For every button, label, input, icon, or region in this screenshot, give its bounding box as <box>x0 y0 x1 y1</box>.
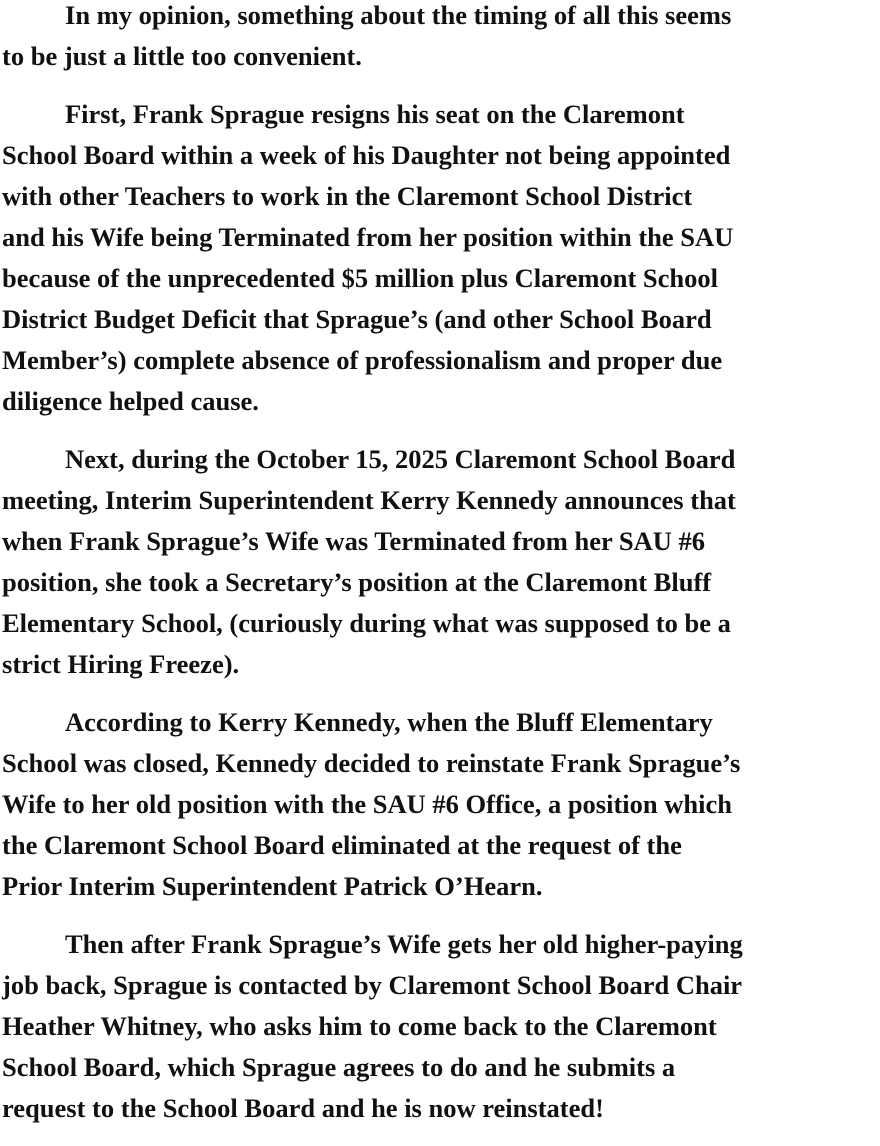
text-line: with other Teachers to work in the Claremont School District <box>2 181 693 211</box>
document-body <box>2 0 880 1146</box>
text-line: Then after Frank Sprague’s Wife gets her old higher-paying <box>65 929 743 959</box>
text-line: to be just a little too convenient. <box>2 41 362 71</box>
text-line: strict Hiring Freeze). <box>2 649 240 679</box>
text-line: Elementary School, (curiously during what was supposed to be a <box>2 608 731 638</box>
paragraph <box>2 0 880 77</box>
text-line: because of the unprecedented $5 million plus Claremont School <box>2 263 719 293</box>
text-line: Heather Whitney, who asks him to come back to the Claremont <box>2 1011 717 1041</box>
text-line: Member’s) complete absence of professionalism and proper due <box>2 345 723 375</box>
text-line: School was closed, Kennedy decided to reinstate Frank Sprague’s <box>2 748 741 778</box>
text-line: Wife to her old position with the SAU #6 Office, a position which <box>2 789 733 819</box>
text-line: Next, during the October 15, 2025 Claremont School Board <box>65 444 736 474</box>
paragraph <box>2 439 880 685</box>
text-line: In my opinion, something about the timing of all this seems <box>65 0 732 30</box>
paragraph <box>2 924 880 1129</box>
paragraph <box>2 94 880 422</box>
text-line: District Budget Deficit that Sprague’s (and other School Board <box>2 304 712 334</box>
text-line: School Board within a week of his Daughter not being appointed <box>2 140 731 170</box>
text-line: the Claremont School Board eliminated at the request of the <box>2 830 682 860</box>
text-line: when Frank Sprague’s Wife was Terminated from her SAU #6 <box>2 526 706 556</box>
text-line: diligence helped cause. <box>2 386 259 416</box>
text-line: First, Frank Sprague resigns his seat on the Claremont <box>65 99 685 129</box>
text-line: meeting, Interim Superintendent Kerry Kennedy announces that <box>2 485 736 515</box>
text-line: According to Kerry Kennedy, when the Bluff Elementary <box>65 707 713 737</box>
text-line: position, she took a Secretary’s position at the Claremont Bluff <box>2 567 712 597</box>
paragraph <box>2 702 880 907</box>
text-line: Prior Interim Superintendent Patrick O’Hearn. <box>2 871 543 901</box>
text-line: request to the School Board and he is now reinstated! <box>2 1093 604 1123</box>
text-line: School Board, which Sprague agrees to do and he submits a <box>2 1052 676 1082</box>
text-line: and his Wife being Terminated from her position within the SAU <box>2 222 734 252</box>
text-line: job back, Sprague is contacted by Claremont School Board Chair <box>2 970 743 1000</box>
